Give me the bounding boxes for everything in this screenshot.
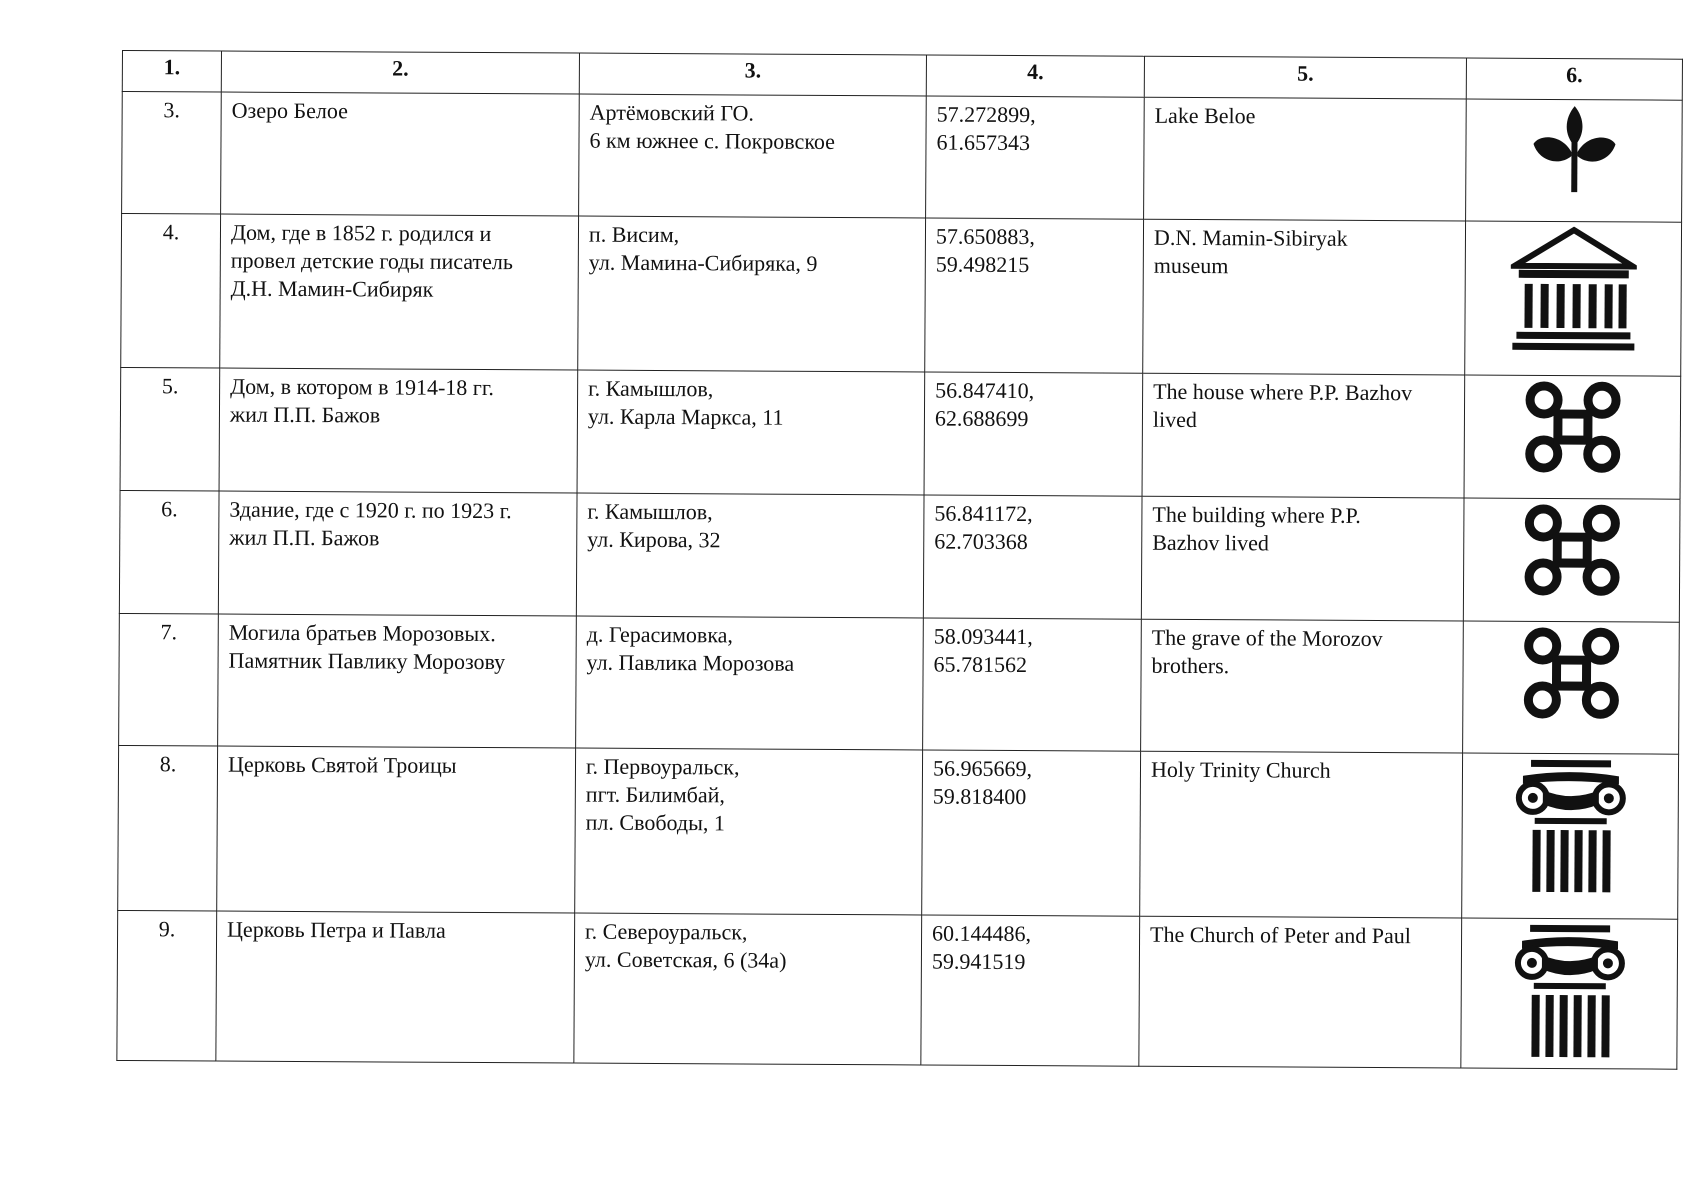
- site-coordinates: 58.093441, 65.781562: [923, 618, 1142, 751]
- site-name-en: The grave of the Morozov brothers.: [1141, 619, 1464, 753]
- column-header: 6.: [1466, 58, 1682, 100]
- row-number: 6.: [119, 490, 219, 614]
- place-of-interest-icon: [1521, 503, 1622, 598]
- icon-cell: [1465, 221, 1682, 376]
- site-coordinates: 57.272899, 61.657343: [926, 96, 1145, 219]
- heritage-sites-table: [116, 50, 1683, 1070]
- site-name-ru: Дом, в котором в 1914-18 гг. жил П.П. Бажов: [219, 368, 578, 493]
- icon-cell: [1463, 621, 1680, 754]
- place-of-interest-icon: [1521, 626, 1622, 721]
- site-name-en: Lake Beloe: [1144, 97, 1467, 221]
- row-number: 5.: [120, 367, 220, 491]
- column-header: 1.: [122, 51, 221, 93]
- site-coordinates: 56.847410, 62.688699: [924, 372, 1143, 496]
- ionic-column-icon: [1511, 923, 1628, 1060]
- icon-cell: [1462, 753, 1679, 919]
- table-row: [117, 910, 1678, 1069]
- site-name-en: The house where P.P. Bazhov lived: [1142, 373, 1465, 498]
- site-name-en: Holy Trinity Church: [1140, 751, 1463, 918]
- icon-cell: [1461, 918, 1678, 1069]
- site-address: г. Первоуральск, пгт. Билимбай, пл. Свободы, 1: [575, 748, 923, 915]
- table-row: [120, 367, 1681, 499]
- site-coordinates: 57.650883, 59.498215: [925, 218, 1144, 373]
- site-address: г. Камышлов, ул. Карла Маркса, 11: [577, 370, 925, 495]
- site-coordinates: 56.965669, 59.818400: [922, 750, 1141, 916]
- row-number: 3.: [122, 92, 222, 215]
- site-name-en: The Church of Peter and Paul: [1139, 916, 1462, 1068]
- place-of-interest-icon: [1522, 380, 1623, 475]
- museum-building-icon: [1510, 226, 1637, 353]
- table-row: [119, 490, 1680, 622]
- column-header: 2.: [221, 51, 579, 94]
- icon-cell: [1463, 498, 1680, 622]
- site-address: п. Висим, ул. Мамина-Сибиряка, 9: [578, 216, 926, 372]
- row-number: 4.: [121, 214, 221, 369]
- table-row: [118, 745, 1679, 919]
- site-address: г. Камышлов, ул. Кирова, 32: [576, 493, 924, 618]
- site-coordinates: 56.841172, 62.703368: [923, 495, 1142, 619]
- row-number: 7.: [119, 613, 219, 746]
- ionic-column-icon: [1512, 758, 1629, 895]
- site-name-ru: Дом, где в 1852 г. родился и провел детские годы писатель Д.Н. Мамин-Сибиряк: [220, 214, 579, 370]
- icon-cell: [1464, 375, 1681, 499]
- column-header: 3.: [579, 53, 926, 96]
- site-name-ru: Могила братьев Морозовых. Памятник Павлику Морозову: [218, 614, 577, 748]
- site-coordinates: 60.144486, 59.941519: [921, 915, 1140, 1066]
- row-number: 9.: [117, 910, 217, 1061]
- icon-cell: [1466, 99, 1683, 222]
- site-address: д. Герасимовка, ул. Павлика Морозова: [576, 616, 924, 750]
- site-name-en: D.N. Mamin-Sibiryak museum: [1143, 219, 1466, 375]
- row-number: 8.: [118, 745, 218, 911]
- table-row: [121, 214, 1682, 377]
- site-name-ru: Церковь Петра и Павла: [216, 911, 575, 1063]
- plant-sprout-icon: [1531, 104, 1618, 194]
- table-row: [119, 613, 1680, 754]
- site-address: г. Североуральск, ул. Советская, 6 (34а): [574, 913, 922, 1065]
- site-name-ru: Озеро Белое: [221, 92, 580, 216]
- column-header: 4.: [926, 55, 1144, 97]
- column-header: 5.: [1144, 56, 1466, 99]
- table-row: [122, 92, 1683, 223]
- site-name-ru: Церковь Святой Троицы: [217, 746, 576, 913]
- site-name-ru: Здание, где с 1920 г. по 1923 г. жил П.П. Бажов: [218, 491, 577, 616]
- site-name-en: The building where P.P. Bazhov lived: [1141, 496, 1464, 621]
- site-address: Артёмовский ГО. 6 км южнее с. Покровское: [579, 94, 927, 218]
